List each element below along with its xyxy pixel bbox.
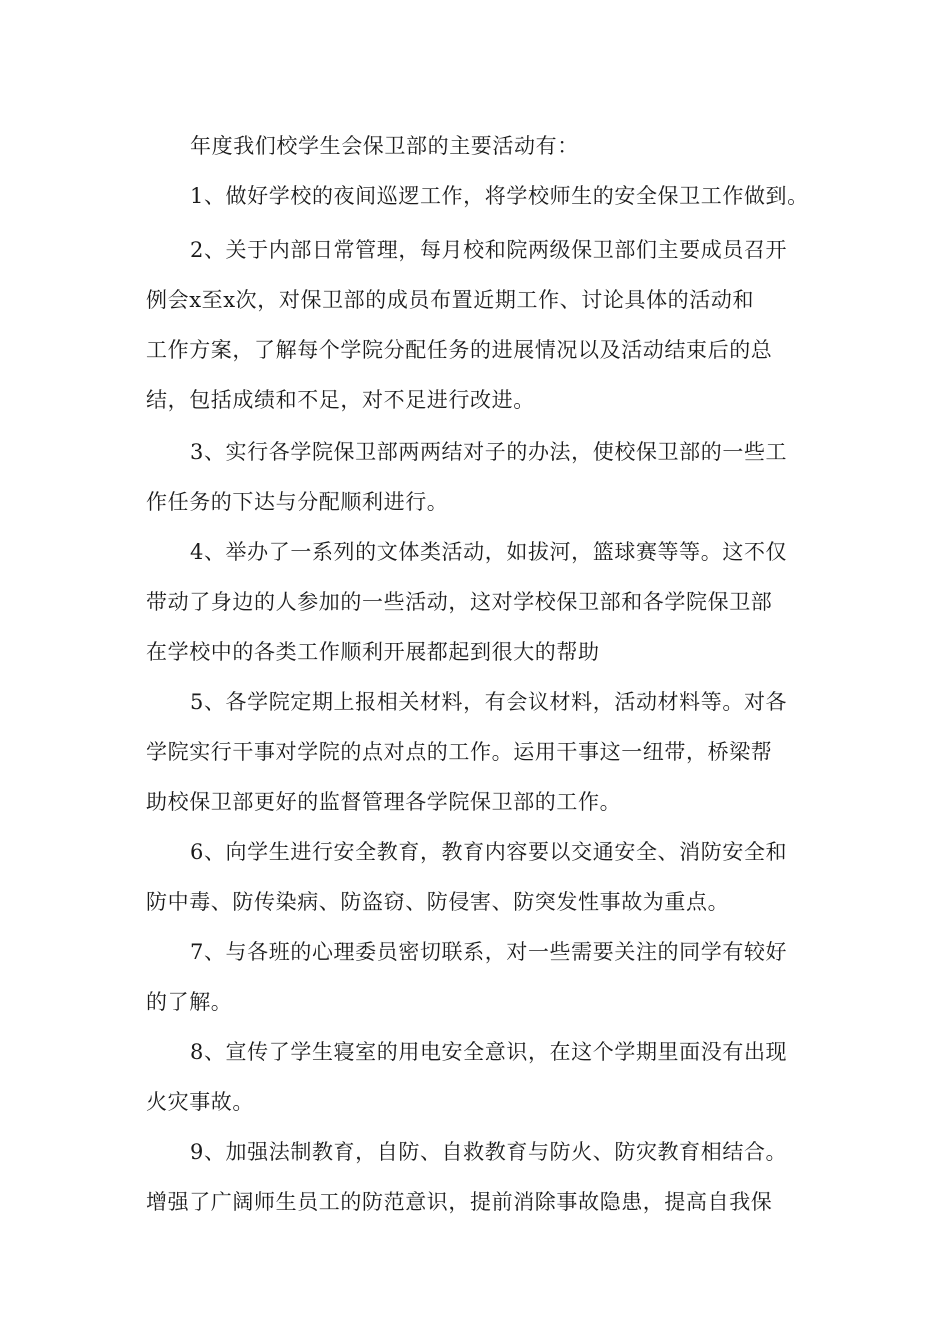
item-7-line-1: 7、与各班的心理委员密切联系，对一些需要关注的同学有较好	[190, 940, 788, 964]
item-9-line-1: 9、加强法制教育，自防、自救教育与防火、防灾教育相结合。	[190, 1140, 788, 1164]
item-1-line: 1、做好学校的夜间巡逻工作，将学校师生的安全保卫工作做到。	[190, 184, 809, 208]
item-2-line-4: 结，包括成绩和不足，对不足进行改进。	[146, 388, 535, 412]
item-2-line-3: 工作方案，了解每个学院分配任务的进展情况以及活动结束后的总	[146, 338, 773, 362]
item-8-line-2: 火灾事故。	[146, 1090, 254, 1114]
item-6-line-1: 6、向学生进行安全教育，教育内容要以交通安全、消防安全和	[190, 840, 788, 864]
intro-line: 年度我们校学生会保卫部的主要活动有：	[190, 134, 579, 158]
item-4-line-3: 在学校中的各类工作顺利开展都起到很大的帮助	[146, 640, 600, 664]
item-4-line-2: 带动了身边的人参加的一些活动，这对学校保卫部和各学院保卫部	[146, 590, 773, 614]
item-6-line-2: 防中毒、防传染病、防盗窃、防侵害、防突发性事故为重点。	[146, 890, 730, 914]
item-8-line-1: 8、宣传了学生寝室的用电安全意识，在这个学期里面没有出现	[190, 1040, 788, 1064]
item-3-line-2: 作任务的下达与分配顺利进行。	[146, 490, 449, 514]
item-2-line-2: 例会x至x次，对保卫部的成员布置近期工作、讨论具体的活动和	[146, 288, 755, 312]
item-9-line-2: 增强了广阔师生员工的防范意识，提前消除事故隐患，提高自我保	[146, 1190, 773, 1214]
item-5-line-1: 5、各学院定期上报相关材料，有会议材料，活动材料等。对各	[190, 690, 788, 714]
item-3-line-1: 3、实行各学院保卫部两两结对子的办法，使校保卫部的一些工	[190, 440, 788, 464]
item-4-line-1: 4、举办了一系列的文体类活动，如拔河，篮球赛等等。这不仅	[190, 540, 788, 564]
item-5-line-3: 助校保卫部更好的监督管理各学院保卫部的工作。	[146, 790, 622, 814]
item-2-line-1: 2、关于内部日常管理，每月校和院两级保卫部们主要成员召开	[190, 238, 788, 262]
item-7-line-2: 的了解。	[146, 990, 233, 1014]
item-5-line-2: 学院实行干事对学院的点对点的工作。运用干事这一纽带，桥梁帮	[146, 740, 773, 764]
